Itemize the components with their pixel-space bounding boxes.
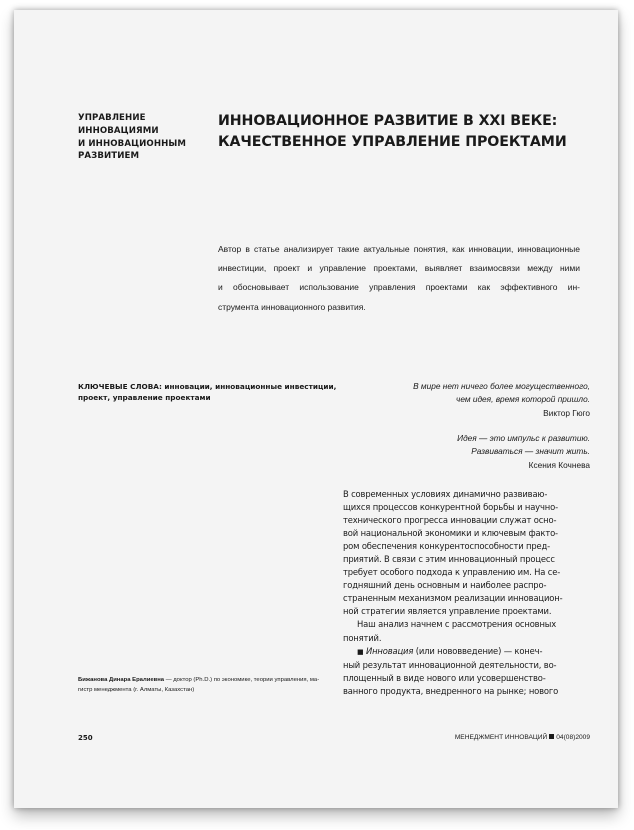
author-name: Бижанова Динара Ералиевна [78,677,165,683]
journal-footer [455,734,590,741]
body-line: страненным механизмом реализации инновацион- [343,593,563,604]
epigraph-quote-line: Идея — это импульс к развитию. [457,433,590,443]
page-number: 250 [78,734,93,742]
section-label-line: УПРАВЛЕНИЕ [78,113,146,123]
keywords [78,381,337,403]
epigraph-author: Виктор Гюго [543,407,590,418]
bullet-square-icon: ■ [357,647,364,656]
section-label-line: И ИННОВАЦИОННЫМ [78,138,187,149]
abstract [218,240,580,317]
square-separator-icon [549,734,554,739]
article-title [218,111,578,152]
section-label [78,112,208,163]
body-line: требует особого подхода к управлению им. На се- [343,567,561,578]
epigraph-quote-line: В мире нет ничего более могущественного, [413,381,590,391]
abstract-line: и обосновывает использование управления проектами как эффективного ин- [218,282,580,293]
abstract-line: Автор в статье анализирует такие актуальные понятия, как инновации, инновационные [218,244,580,254]
epigraph [330,380,590,420]
body-line: ванного продукта, внедренного на рынке; нового [343,685,559,696]
body-line: ром обеспечения конкурентоспособности пред- [343,541,551,552]
author-note [78,676,328,695]
body-line: технического прогресса инновации служат осно- [343,515,557,526]
section-label-line: ИННОВАЦИЯМИ [78,125,159,136]
body-line [343,645,579,659]
abstract-line: инвестиции, проект и управление проектами, выявляет взаимосвязи между ними [218,263,580,274]
body-line: В современных условиях динамично развиваю- [343,489,548,499]
body-fragment: (или нововведение) — конеч- [413,645,543,656]
epigraph-quote-line: Развиваться — значит жить. [471,446,590,457]
body-line: приятий. В связи с этим инновационный процесс [343,554,555,565]
epigraph-author: Ксения Кочнева [528,459,590,470]
author-line: гистр менеджмента (г. Алматы, Казахстан) [78,686,195,693]
body-line: ный результат инновационной деятельности, во- [343,659,557,670]
body-line: площенный в виде нового или усовершенство- [343,672,546,683]
epigraph-quote-line: чем идея, время которой пришло. [456,394,590,405]
body-line: годняшний день основным и наиболее распро- [343,580,547,591]
abstract-line: струмента инновационного развития. [218,301,366,312]
body-line: ной стратегии является управление проектами. [343,606,552,617]
keywords-line: КЛЮЧЕВЫЕ СЛОВА: инновации, инновационные инвестиции, [78,382,337,391]
author-line [78,676,328,686]
author-desc: — доктор (Ph.D.) по экономике, теории управления, ма- [164,677,320,683]
journal-issue: 04(08)2009 [556,734,590,741]
title-line: КАЧЕСТВЕННОЕ УПРАВЛЕНИЕ ПРОЕКТАМИ [218,133,567,150]
title-line: ИННОВАЦИОННОЕ РАЗВИТИЕ В XXI ВЕКЕ: [218,113,558,129]
keywords-line: проект, управление проектами [78,393,211,403]
body-line: щихся процессов конкурентной борьбы и научно- [343,502,558,513]
body-line: Наш анализ начнем с рассмотрения основных [357,619,557,630]
body-text [343,488,579,698]
term-innovation: Инновация [365,645,414,656]
section-label-line: РАЗВИТИЕМ [78,151,140,162]
body-line: понятий. [343,632,382,643]
body-line: вой национальной экономики и ключевым факто- [343,528,558,539]
epigraph [330,432,590,472]
journal-name: МЕНЕДЖМЕНТ ИННОВАЦИЙ [454,734,548,741]
